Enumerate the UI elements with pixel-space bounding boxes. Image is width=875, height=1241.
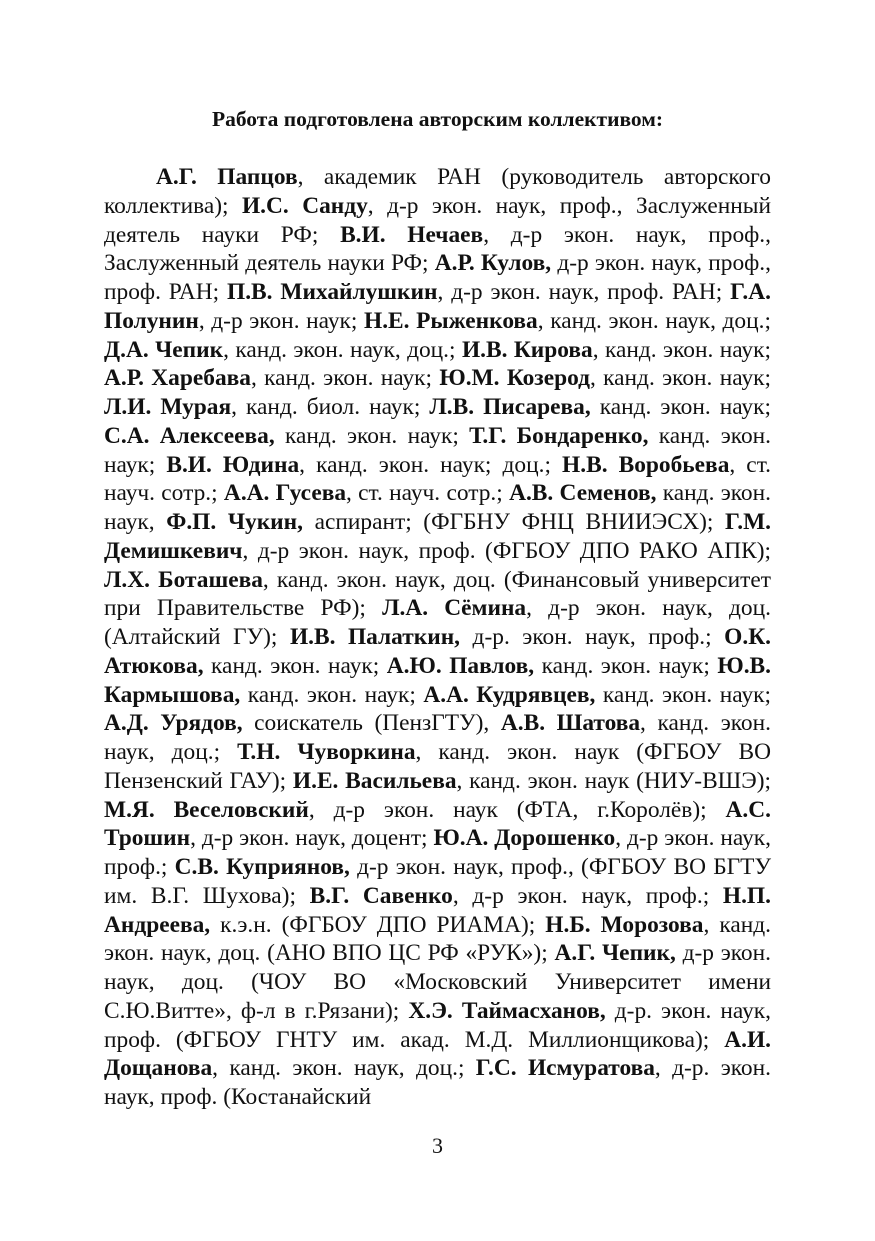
author-name: Т.Н. Чуворкина	[237, 739, 416, 765]
author-name: А.Г. Папцов	[156, 164, 298, 190]
author-details: , канд. биол. наук;	[231, 394, 430, 420]
author-details: , канд. экон. наук, доц. (Финансовый университет при Правительстве РФ);	[104, 566, 771, 622]
author-details: , д-р экон. наук, проф., Заслуженный деятель науки РФ;	[104, 221, 772, 277]
author-details: , канд. экон. наук; доц.;	[299, 451, 563, 478]
author-details: , д-р экон. наук, проф. РАН;	[437, 279, 731, 305]
author-details: канд. экон. наук;	[274, 422, 470, 449]
author-details: , д-р экон. наук, доц. (Алтайский ГУ);	[104, 595, 771, 650]
author-name: О.К. Атюкова,	[104, 624, 772, 679]
author-name: Л.Х. Боташева	[104, 566, 263, 593]
author-name: Л.И. Мурая	[104, 394, 232, 420]
author-details: , канд. экон. наук, доц.;	[104, 710, 771, 765]
author-details: , канд. экон. наук;	[250, 365, 440, 392]
author-details: , канд. экон. наук, доц.;	[537, 307, 771, 334]
author-name: Ф.П. Чукин,	[166, 509, 303, 535]
author-name: А.В. Семенов,	[509, 480, 657, 507]
author-name: Л.А. Сёмина	[382, 595, 527, 622]
author-name: Г.С. Исмуратова	[475, 1055, 655, 1082]
author-details: , д-р экон. наук, доцент;	[190, 825, 434, 852]
author-details: д-р. экон. наук, проф.;	[460, 624, 725, 650]
author-details: , д-р экон. наук (ФТА, г.Королёв);	[308, 796, 726, 823]
authors-paragraph	[104, 163, 771, 1112]
author-details: , ст. науч. сотр.;	[104, 451, 772, 507]
author-name: Ю.В. Кармышова,	[104, 652, 772, 708]
page-number: 3	[432, 1133, 443, 1158]
author-details: соискатель (ПензГТУ),	[242, 710, 501, 737]
author-details: , академик РАН (руководитель авторского коллектива);	[104, 164, 771, 219]
author-name: Г.М. Демишкевич	[104, 509, 771, 564]
author-name: А.А. Кудрявцев,	[423, 681, 596, 708]
author-details: , канд. экон. наук, доц.;	[212, 1055, 476, 1082]
author-details: , д-р экон. наук, проф.;	[104, 825, 772, 880]
author-name: А.Р. Кулов,	[434, 250, 552, 277]
author-details: , канд. экон. наук;	[592, 336, 771, 363]
author-details: , ст. науч. сотр.;	[346, 480, 510, 507]
author-details: канд. экон. наук;	[240, 681, 424, 708]
author-name: А.В. Шатова	[500, 710, 641, 737]
author-details: , д-р экон. наук, проф. (ФГБОУ ДПО РАКО АПК);	[242, 537, 771, 564]
author-details: , канд. экон. наук, доц. (АНО ВПО ЦС РФ «РУК»);	[104, 911, 771, 967]
author-name: Н.П. Андреева,	[104, 882, 771, 938]
author-details: , д-р экон. наук;	[198, 307, 364, 334]
author-details: д-р экон. наук, проф., проф. РАН;	[104, 250, 771, 305]
author-name: Ю.А. Дорошенко	[433, 825, 616, 852]
author-details: , канд. экон. наук (ФГБОУ ВО Пензенский ГАУ);	[104, 739, 771, 794]
author-name: А.Д. Урядов,	[104, 710, 243, 737]
author-details: канд. экон. наук;	[104, 422, 772, 478]
author-name: А.А. Гусева	[223, 480, 347, 507]
page-heading: Работа подготовлена авторским коллективом:	[211, 107, 664, 131]
author-details: , д-р экон. наук, проф.;	[452, 882, 723, 909]
author-name: Т.Г. Бондаренко,	[469, 422, 649, 449]
author-details: к.э.н. (ФГБОУ ДПО РИАМА);	[210, 911, 546, 938]
author-name: В.Г. Савенко	[309, 882, 453, 909]
author-name: В.И. Юдина	[166, 451, 300, 478]
author-name: Н.В. Воробьева	[562, 451, 730, 478]
author-name: Н.Б. Морозова	[545, 911, 704, 938]
author-name: В.И. Нечаев	[340, 221, 484, 248]
author-name: А.Р. Харебава	[104, 365, 251, 392]
author-details: канд. экон. наук;	[534, 652, 718, 679]
author-name: Н.Е. Рыженкова	[364, 307, 538, 334]
author-details: д-р экон. наук, доц. (ЧОУ ВО «Московский Университет имени С.Ю.Витте», ф-л в г.Рязани);	[104, 940, 771, 1024]
author-details: д-р экон. наук, проф., (ФГБОУ ВО БГТУ им. В.Г. Шухова);	[104, 854, 771, 909]
author-details: , канд. экон. наук (НИУ-ВШЭ);	[456, 767, 771, 794]
author-details: аспирант; (ФГБНУ ФНЦ ВНИИЭСХ);	[302, 509, 725, 535]
author-details: , д-р экон. наук, проф., Заслуженный деятель науки РФ;	[104, 192, 771, 248]
author-name: Х.Э. Таймасханов,	[408, 997, 606, 1024]
author-details: канд. экон. наук;	[590, 394, 771, 420]
author-name: А.Ю. Павлов,	[386, 652, 535, 679]
author-name: С.В. Куприянов,	[174, 854, 350, 880]
author-name: Ю.М. Козерод	[439, 365, 590, 392]
author-name: М.Я. Веселовский	[104, 796, 309, 823]
author-name: Д.А. Чепик	[104, 336, 224, 363]
author-name: И.В. Кирова	[461, 336, 593, 363]
author-name: И.В. Палаткин,	[289, 624, 461, 650]
author-name: Л.В. Писарева,	[429, 394, 591, 420]
author-name: А.С. Трошин	[104, 796, 771, 852]
author-details: канд. экон. наук;	[595, 681, 772, 708]
author-name: С.А. Алексеева,	[104, 422, 275, 449]
author-name: А.И. Дощанова	[104, 1026, 771, 1082]
author-name: И.С. Санду	[241, 192, 368, 219]
author-details: , канд. экон. наук, доц.;	[223, 336, 462, 363]
author-details: , канд. экон. наук;	[589, 365, 771, 392]
author-name: А.Г. Чепик,	[554, 940, 676, 967]
author-details: , д-р. экон. наук, проф. (Костанайский	[104, 1055, 771, 1110]
author-name: И.Е. Васильева	[292, 767, 457, 794]
author-name: Г.А. Полунин	[104, 279, 772, 334]
author-name: П.В. Михайлушкин	[227, 279, 438, 305]
author-details: канд. экон. наук;	[203, 652, 387, 679]
author-details: д-р. экон. наук, проф. (ФГБОУ ГНТУ им. акад. М.Д. Миллионщикова);	[104, 997, 771, 1053]
author-details: канд. экон. наук,	[104, 480, 771, 535]
